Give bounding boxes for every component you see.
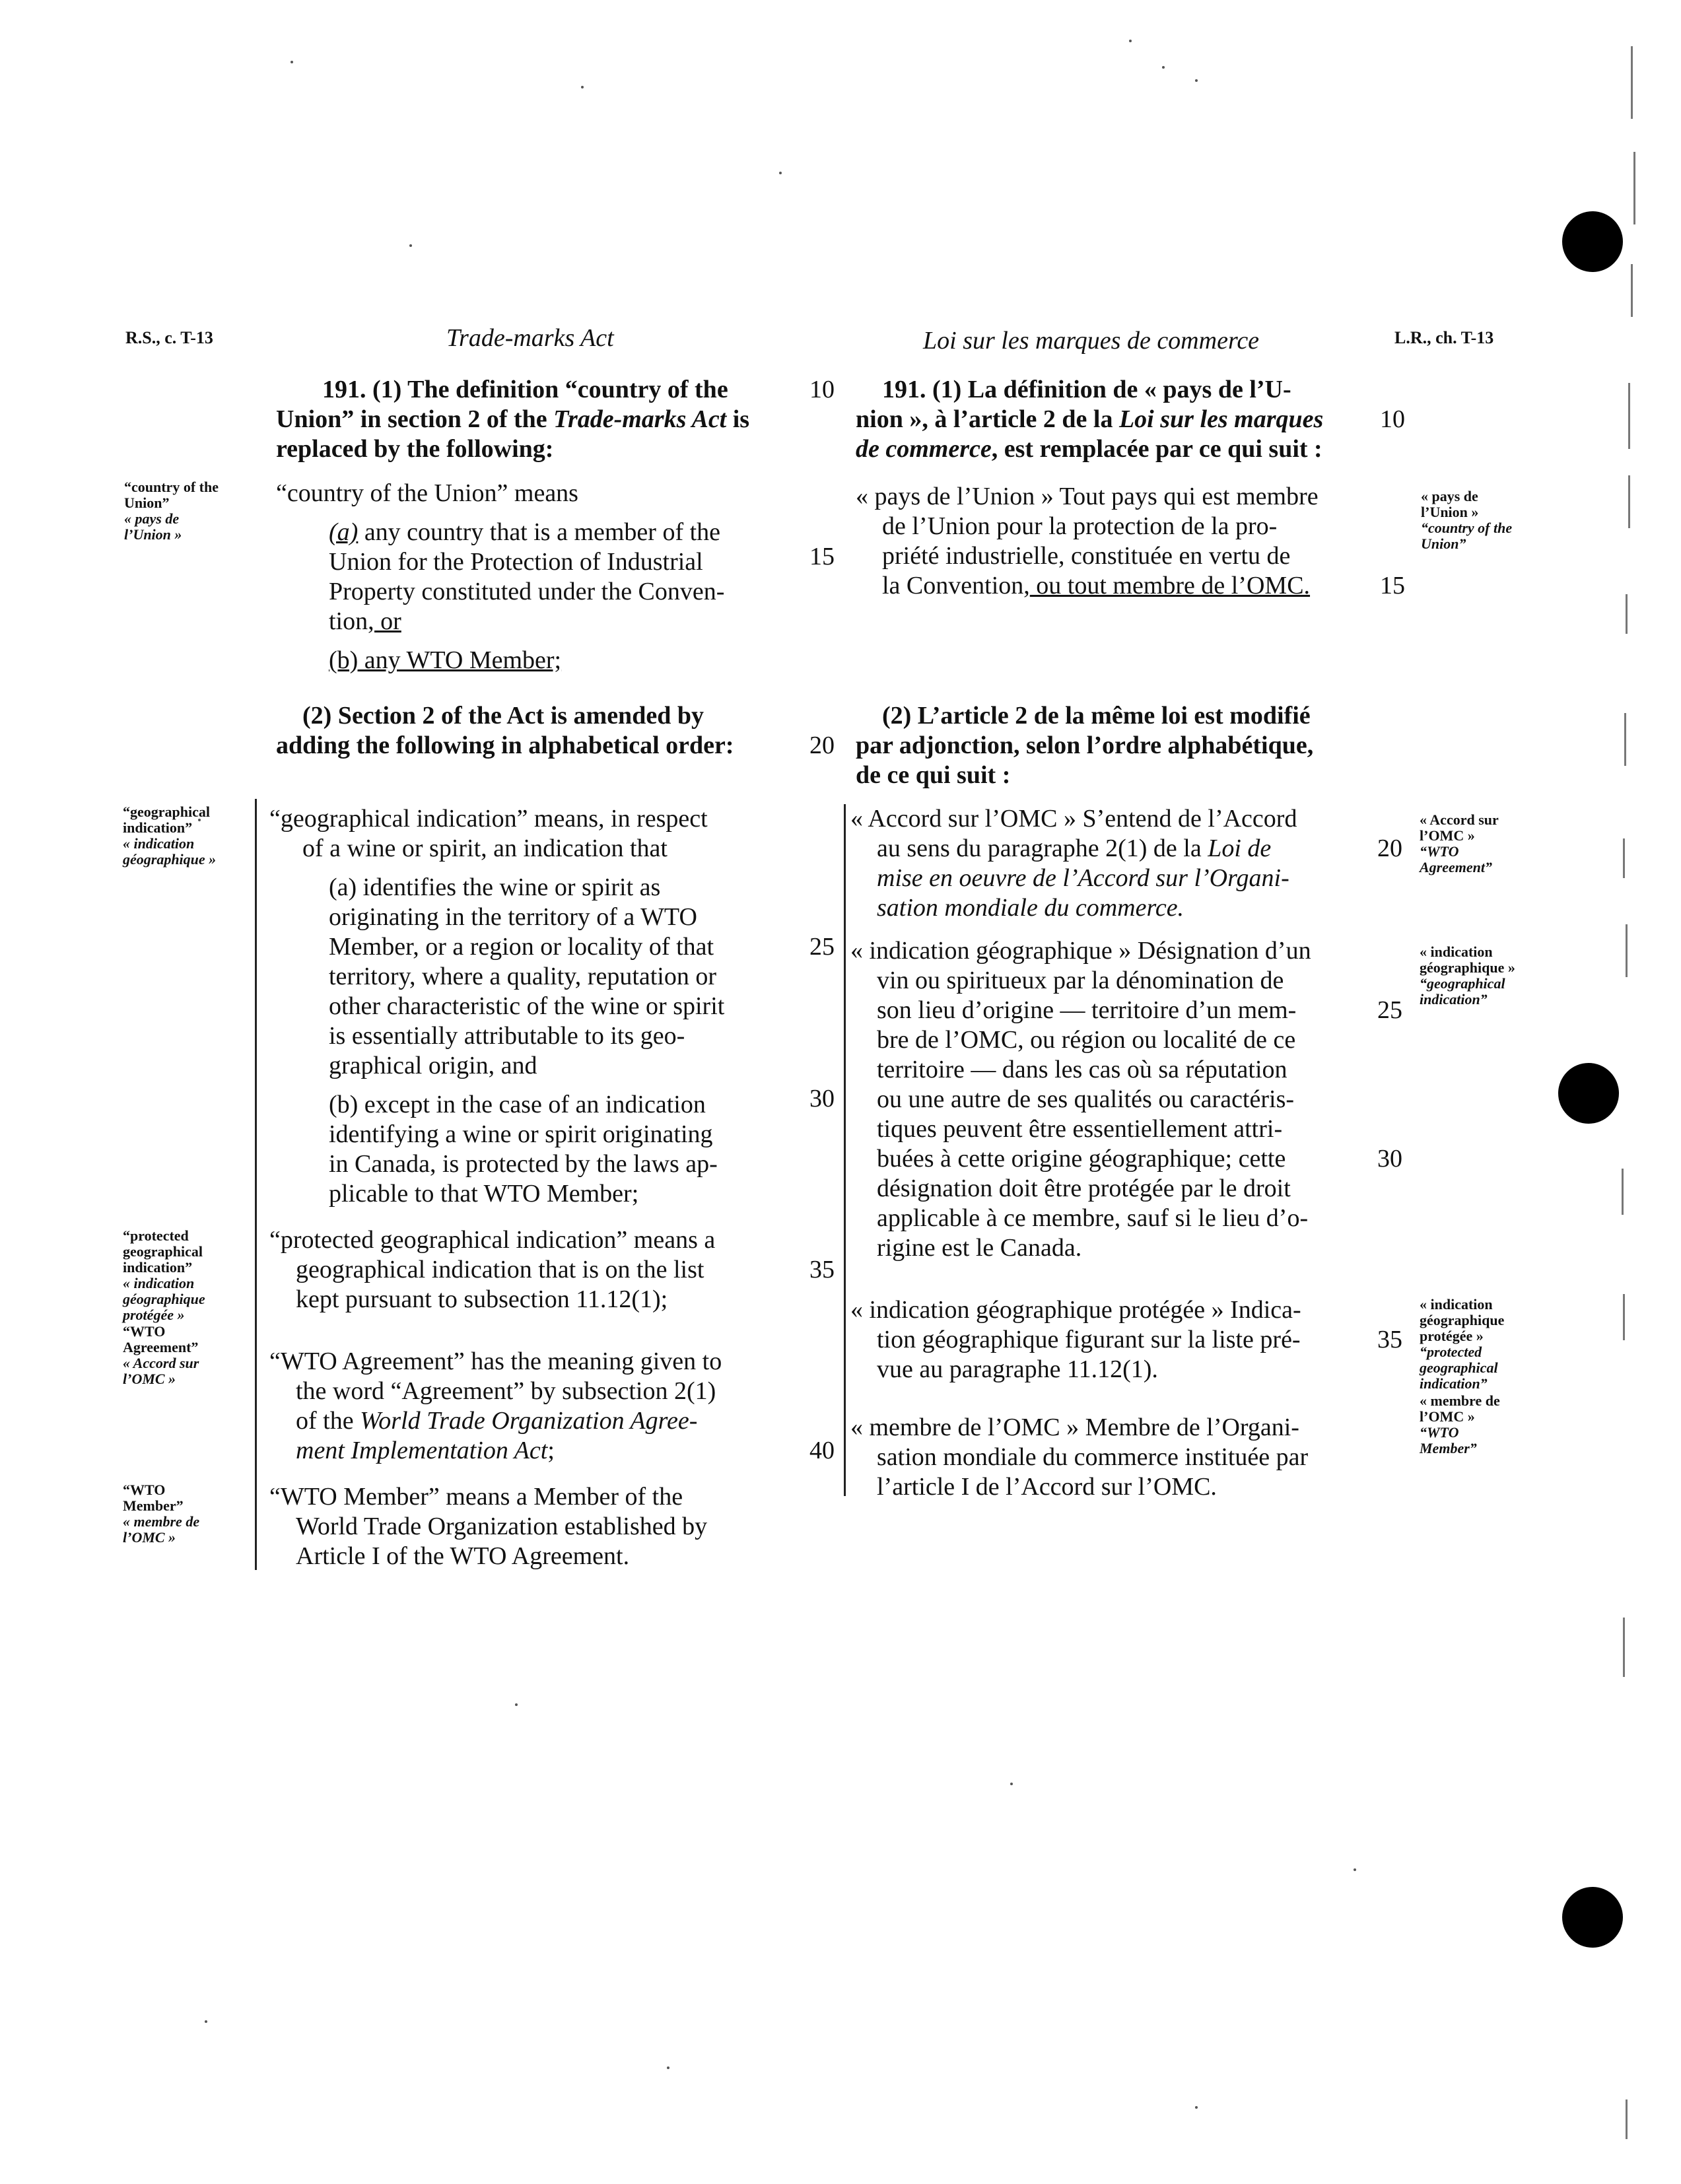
margin-note-line: “WTO bbox=[123, 1482, 166, 1498]
line-number: 35 bbox=[809, 1256, 835, 1283]
scan-speck bbox=[515, 1703, 518, 1706]
line-number: 10 bbox=[1380, 405, 1405, 433]
margin-note-line: « indication bbox=[123, 1275, 195, 1291]
scan-speck bbox=[581, 86, 584, 88]
fr-191-l2 bbox=[856, 405, 1404, 434]
en-wtoa-act-name: World Trade Organization Agree- bbox=[360, 1407, 698, 1435]
fr-igp-l3: vue au paragraphe 11.12(1). bbox=[877, 1355, 1158, 1383]
fr-igp-l2: tion géographique figurant sur la liste pré- bbox=[877, 1326, 1301, 1353]
header-left-title: Trade-marks Act bbox=[446, 324, 614, 352]
margin-note-line: géographique bbox=[1420, 1312, 1505, 1328]
en-geo-l2: of a wine or spirit, an indication that bbox=[302, 835, 668, 862]
en-country-a bbox=[276, 518, 824, 636]
en-wtom-l3: Article I of the WTO Agreement. bbox=[296, 1542, 630, 1570]
scan-mark bbox=[1624, 713, 1626, 766]
fr-ig-l9: désignation doit être protégée par le droit bbox=[877, 1175, 1291, 1202]
en-geo-a-l7: graphical origin, and bbox=[329, 1052, 537, 1079]
margin-note-line: « membre de bbox=[123, 1513, 200, 1530]
scan-mark bbox=[1633, 152, 1635, 224]
scan-mark bbox=[1623, 1618, 1625, 1677]
fr-pays-l3: priété industrielle, constituée en vertu de bbox=[882, 542, 1291, 570]
margin-note-line: l’Union » bbox=[1421, 504, 1479, 520]
margin-note-line: protégée » bbox=[123, 1307, 185, 1323]
fr-191-l3-text: , est remplacée par ce qui suit : bbox=[991, 435, 1322, 463]
margin-note-line: « indication bbox=[1420, 943, 1493, 960]
scan-speck bbox=[779, 172, 782, 174]
fr-def-membre bbox=[850, 1413, 1405, 1502]
margin-note-line: “geographical bbox=[1420, 975, 1505, 992]
en-geo-b-l4: plicable to that WTO Member; bbox=[329, 1180, 639, 1208]
margin-note-line: géographique » bbox=[123, 851, 217, 868]
margin-note-indication-geographique bbox=[1420, 944, 1515, 1007]
punch-hole-bottom bbox=[1562, 1887, 1623, 1948]
margin-note-line: Agreement” bbox=[1420, 859, 1492, 875]
scan-mark bbox=[1626, 594, 1628, 634]
fr-acc-act-name: Loi de bbox=[1208, 835, 1272, 862]
margin-note-line: géographique bbox=[123, 1291, 205, 1307]
en-def-geo bbox=[269, 804, 831, 1209]
en-prot-l3: kept pursuant to subsection 11.12(1); bbox=[296, 1285, 668, 1313]
margin-note-line: geographical bbox=[123, 1243, 203, 1260]
fr-ig-l7: tiques peuvent être essentiellement attri- bbox=[877, 1115, 1283, 1143]
en-geo-a-l2: originating in the territory of a WTO bbox=[329, 903, 697, 931]
fr-191-l2-text: nion », à l’article 2 de la bbox=[856, 405, 1119, 433]
margin-note-line: « indication bbox=[1420, 1296, 1493, 1313]
margin-note-line: indication” bbox=[123, 1259, 193, 1276]
scan-mark bbox=[1631, 46, 1633, 119]
margin-note-line: “WTO bbox=[1420, 1424, 1459, 1441]
fr-ig-l3: son lieu d’origine — territoire d’un mem- bbox=[877, 996, 1297, 1024]
margin-note-line: “WTO bbox=[1420, 843, 1459, 860]
en-191-line2-end: is bbox=[726, 405, 750, 433]
en-wtoa-l3 bbox=[269, 1406, 831, 1436]
scan-mark bbox=[1626, 2099, 1628, 2139]
fr-ig-l6: ou une autre de ses qualités ou caractéris- bbox=[877, 1085, 1295, 1113]
en-wtoa-l4 bbox=[269, 1436, 831, 1466]
margin-note-line: « Accord sur bbox=[1420, 811, 1499, 828]
fr-acc-l3: mise en oeuvre de l’Accord sur l’Organi- bbox=[877, 864, 1289, 892]
margin-note-line: Agreement” bbox=[123, 1339, 199, 1355]
margin-note-line: Member” bbox=[1420, 1440, 1477, 1456]
line-number: 25 bbox=[1377, 996, 1402, 1024]
header-right-code: L.R., ch. T-13 bbox=[1394, 328, 1494, 347]
fr-mem-l1: « membre de l’OMC » Membre de l’Organi- bbox=[850, 1414, 1299, 1441]
en-country-a-l2: Union for the Protection of Industrial bbox=[329, 548, 703, 576]
margin-note-line: “geographical bbox=[123, 803, 210, 820]
scan-speck bbox=[1129, 40, 1132, 42]
en-country-b: (b) any WTO Member; bbox=[329, 646, 562, 674]
scan-speck bbox=[291, 61, 293, 63]
fr-191-l3 bbox=[856, 434, 1404, 464]
en-191-line2-text: Union” in section 2 of the bbox=[276, 405, 554, 433]
en-geo-a-l3: Member, or a region or locality of that bbox=[329, 933, 714, 961]
scan-mark bbox=[1628, 383, 1630, 449]
margin-note-line: “protected bbox=[1420, 1344, 1482, 1360]
line-number: 15 bbox=[1380, 572, 1405, 599]
fr-ig-l1: « indication géographique » Désignation d’un bbox=[850, 937, 1311, 965]
punch-hole-top bbox=[1562, 211, 1623, 272]
margin-note-membre-de-l-omc bbox=[1420, 1393, 1500, 1456]
fr-insert-rule bbox=[844, 804, 846, 1496]
en-wtoa-l4-end: ; bbox=[547, 1437, 555, 1464]
en-prot-l1: “protected geographical indication” means a bbox=[269, 1226, 716, 1254]
punch-hole-middle bbox=[1558, 1063, 1619, 1124]
en-wtoa-act-name-end: ment Implementation Act bbox=[296, 1437, 548, 1464]
margin-note-line: « Accord sur bbox=[123, 1355, 199, 1371]
fr-pays-l1: « pays de l’Union » Tout pays qui est membre bbox=[856, 483, 1319, 510]
margin-note-line: Union” bbox=[1421, 535, 1466, 552]
fr-ig-l2: vin ou spiritueux par la dénomination de bbox=[877, 967, 1284, 994]
en-country-a-l4-inserted: , or bbox=[368, 607, 401, 635]
margin-note-pays-de-l-union bbox=[1421, 489, 1512, 552]
fr-igp-l1: « indication géographique protégée » Indica- bbox=[850, 1296, 1301, 1324]
fr-191-2-l2: par adjonction, selon l’ordre alphabétique, bbox=[856, 732, 1314, 759]
fr-def-indication bbox=[850, 936, 1405, 1263]
en-country-a-text: any country that is a member of the bbox=[358, 518, 721, 546]
line-number: 25 bbox=[809, 933, 835, 961]
margin-note-line: géographique » bbox=[1420, 959, 1515, 976]
margin-note-line: indication” bbox=[1420, 1375, 1488, 1392]
scan-mark bbox=[1631, 264, 1633, 317]
en-wtom-l1: “WTO Member” means a Member of the bbox=[269, 1483, 683, 1511]
margin-note-line: protégée » bbox=[1420, 1328, 1484, 1344]
margin-note-line: l’Union » bbox=[124, 526, 182, 543]
fr-ig-l8: buées à cette origine géographique; cette bbox=[877, 1145, 1286, 1173]
en-def-protected bbox=[269, 1225, 831, 1314]
en-geo-a bbox=[269, 873, 831, 1081]
en-country-term: “country of the Union” means bbox=[276, 479, 578, 507]
scan-speck bbox=[1195, 2106, 1198, 2109]
fr-191-act-name: Loi sur les marques bbox=[1118, 405, 1324, 433]
fr-ig-l5: territoire — dans les cas où sa réputation bbox=[877, 1056, 1287, 1083]
margin-note-indication-geographique-protegee bbox=[1420, 1297, 1504, 1392]
fr-191-2-l1: (2) L’article 2 de la même loi est modifié bbox=[882, 702, 1311, 730]
scan-mark bbox=[1623, 1294, 1625, 1340]
en-geo-b-l2: identifying a wine or spirit originating bbox=[329, 1120, 713, 1148]
en-country-a-label: (a) bbox=[329, 518, 359, 546]
en-191-line2 bbox=[276, 405, 824, 434]
margin-note-line: Union” bbox=[124, 495, 170, 511]
scan-speck bbox=[1354, 1868, 1356, 1871]
en-insert-rule bbox=[255, 799, 257, 1570]
margin-note-line: “protected bbox=[123, 1227, 189, 1244]
en-wtom-l2: World Trade Organization established by bbox=[296, 1513, 708, 1540]
margin-note-line: « membre de bbox=[1420, 1392, 1500, 1409]
scan-speck bbox=[205, 2020, 207, 2023]
en-section-191-2 bbox=[276, 701, 824, 761]
en-191-2-l1: (2) Section 2 of the Act is amended by bbox=[302, 702, 704, 730]
en-geo-b-l1: (b) except in the case of an indication bbox=[329, 1091, 706, 1118]
en-geo-a-l1: (a) identifies the wine or spirit as bbox=[329, 873, 661, 901]
margin-note-line: « indication bbox=[123, 835, 195, 852]
en-def-country bbox=[276, 479, 824, 675]
margin-note-line: Member” bbox=[123, 1497, 184, 1514]
fr-mem-l2: sation mondiale du commerce instituée par bbox=[877, 1443, 1309, 1471]
margin-note-accord-sur-l-omc bbox=[1420, 812, 1499, 875]
line-number: 30 bbox=[1377, 1145, 1402, 1173]
margin-note-line: geographical bbox=[1420, 1359, 1498, 1376]
fr-acc-l1: « Accord sur l’OMC » S’entend de l’Accord bbox=[850, 805, 1297, 833]
margin-note-line: indication” bbox=[1420, 991, 1488, 1007]
margin-note-line: l’OMC » bbox=[123, 1371, 176, 1387]
margin-note-geographical-indication bbox=[123, 804, 216, 868]
line-number: 30 bbox=[809, 1085, 835, 1112]
en-def-wto-agreement bbox=[269, 1347, 831, 1466]
en-country-a-l4 bbox=[329, 607, 824, 636]
en-wtoa-l2: the word “Agreement” by subsection 2(1) bbox=[296, 1377, 716, 1405]
margin-note-wto-agreement bbox=[123, 1324, 199, 1387]
fr-acc-l2-text: au sens du paragraphe 2(1) de la bbox=[877, 835, 1208, 862]
en-country-a-l1 bbox=[329, 518, 824, 547]
margin-note-line: l’OMC » bbox=[1420, 827, 1475, 844]
header-right-title: Loi sur les marques de commerce bbox=[923, 327, 1260, 355]
scan-mark bbox=[1622, 1169, 1624, 1215]
line-number: 20 bbox=[1377, 835, 1402, 862]
margin-note-line: l’OMC » bbox=[1420, 1408, 1475, 1425]
margin-note-line: l’OMC » bbox=[123, 1529, 176, 1546]
margin-note-line: « pays de bbox=[124, 510, 180, 527]
fr-def-accord bbox=[850, 804, 1405, 923]
header-left-code: R.S., c. T-13 bbox=[125, 328, 213, 347]
fr-pays-l4-text: la Convention, bbox=[882, 572, 1030, 599]
fr-acc-l2 bbox=[850, 834, 1405, 864]
en-191-2-l2: adding the following in alphabetical order: bbox=[276, 732, 734, 759]
en-prot-l2: geographical indication that is on the list bbox=[296, 1256, 704, 1283]
scan-speck bbox=[409, 244, 412, 247]
en-section-191-1 bbox=[276, 375, 824, 464]
margin-note-line: “country of the bbox=[1421, 520, 1513, 536]
line-number: 10 bbox=[809, 376, 835, 403]
scan-mark bbox=[1628, 475, 1630, 528]
fr-def-pays bbox=[856, 482, 1404, 601]
fr-pays-l4-inserted: ou tout membre de l’OMC. bbox=[1029, 572, 1311, 599]
line-number: 40 bbox=[809, 1437, 835, 1464]
fr-pays-l2: de l’Union pour la protection de la pro- bbox=[882, 512, 1278, 540]
scan-mark bbox=[1623, 838, 1625, 878]
en-geo-a-l4: territory, where a quality, reputation or bbox=[329, 963, 717, 990]
fr-191-act-name-end: de commerce bbox=[856, 435, 992, 463]
fr-ig-l4: bre de l’OMC, ou région ou localité de ce bbox=[877, 1026, 1296, 1054]
scan-speck bbox=[1010, 1783, 1013, 1785]
margin-note-protected-geographical-indication bbox=[123, 1228, 205, 1323]
margin-note-line: “WTO bbox=[123, 1323, 166, 1340]
scan-speck bbox=[1195, 79, 1198, 82]
en-geo-a-l6: is essentially attributable to its geo- bbox=[329, 1022, 685, 1050]
fr-def-indication-protegee bbox=[850, 1295, 1405, 1384]
margin-note-line: indication” bbox=[123, 819, 193, 836]
scan-speck bbox=[1162, 66, 1165, 69]
margin-note-country-of-union bbox=[124, 479, 219, 543]
en-country-a-l3: Property constituted under the Conven- bbox=[329, 578, 725, 605]
fr-section-191-2 bbox=[856, 701, 1404, 790]
en-wtoa-l1: “WTO Agreement” has the meaning given to bbox=[269, 1348, 722, 1375]
en-191-line3: replaced by the following: bbox=[276, 435, 554, 463]
en-geo-l1: “geographical indication” means, in respect bbox=[269, 805, 708, 833]
en-country-a-l4-text: tion bbox=[329, 607, 368, 635]
fr-mem-l3: l’article I de l’Accord sur l’OMC. bbox=[877, 1473, 1217, 1501]
fr-pays-l4 bbox=[856, 571, 1404, 601]
fr-ig-l10: applicable à ce membre, sauf si le lieu d’o- bbox=[877, 1204, 1309, 1232]
scan-speck bbox=[667, 2066, 669, 2069]
en-geo-a-l5: other characteristic of the wine or spirit bbox=[329, 992, 725, 1020]
margin-note-wto-member bbox=[123, 1482, 199, 1546]
en-191-act-name: Trade-marks Act bbox=[553, 405, 727, 433]
en-geo-b-l3: in Canada, is protected by the laws ap- bbox=[329, 1150, 718, 1178]
line-number: 35 bbox=[1377, 1326, 1402, 1353]
fr-section-191-1 bbox=[856, 375, 1404, 464]
en-wtoa-l3-text: of the bbox=[296, 1407, 360, 1435]
en-191-line1: 191. (1) The definition “country of the bbox=[322, 376, 728, 403]
en-geo-b bbox=[269, 1090, 831, 1209]
fr-acc-l4: sation mondiale du commerce. bbox=[877, 894, 1184, 922]
fr-191-l1: 191. (1) La définition de « pays de l’U- bbox=[882, 376, 1291, 403]
fr-ig-l11: rigine est le Canada. bbox=[877, 1234, 1082, 1262]
line-number: 20 bbox=[809, 732, 835, 759]
scan-mark bbox=[1626, 924, 1628, 977]
en-def-wto-member bbox=[269, 1482, 831, 1571]
margin-note-line: “country of the bbox=[124, 479, 219, 495]
fr-191-2-l3: de ce qui suit : bbox=[856, 761, 1011, 789]
line-number: 15 bbox=[809, 543, 835, 570]
margin-note-line: « pays de bbox=[1421, 488, 1478, 504]
